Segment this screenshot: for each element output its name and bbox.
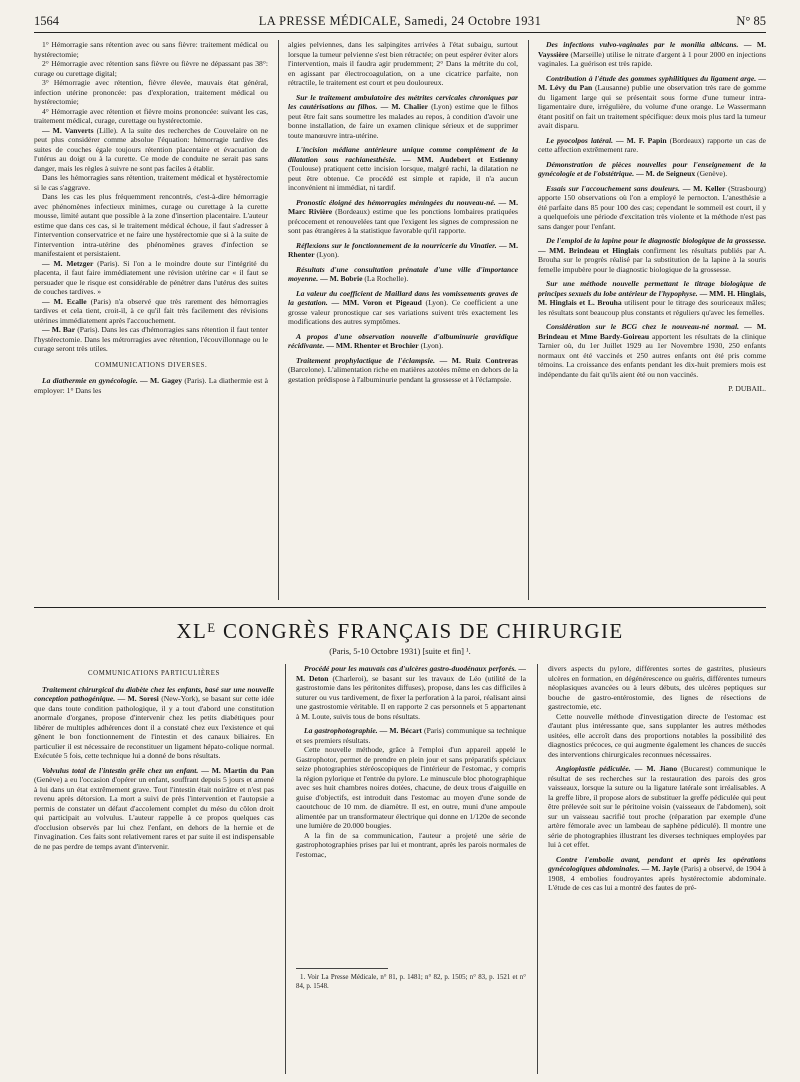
author: — M. Metzger	[42, 258, 94, 268]
column-5	[296, 664, 526, 1076]
paragraph: Sur une méthode nouvelle permettant le titrage biologique de principes sexuels du lobe antérieur de l'hypophyse. — MM. H. Hinglais, M. Hinglais et L. Brouha utilisent pour le titrage des souriceaux mâles; les résultats sont beaucoup plus constants et réguliers qu'avec les femelles.	[538, 279, 766, 317]
article-title: Des infections vulvo-vaginales par le monilia albicans.	[546, 40, 739, 49]
author: — M. Rhenter	[288, 240, 518, 259]
page-number: 1564	[34, 14, 59, 28]
paragraph: La valeur du coefficient de Maillard dans les vomissements graves de la gestation. — MM. Voron et Pigeaud (Lyon). Ce coefficient a une grosse valeur pronostique car ses variations suivent très exactement les modifications des autres symptômes.	[288, 288, 518, 326]
paragraph: Considération sur le BCG chez le nouveau-né normal. — M. Brindeau et Mme Bardy-Goireau apportent les résultats de la clinique Tarnier où, du 1er Juillet 1929 au 1er Novembre 1930, 250 enfants normaux ont été vaccinés et 250 autres enfants ont été pris comme témoins. La croissance des enfants pendant les dix-huit premiers mois est indépendante du fait qu'ils aient été ou non vaccinés.	[538, 322, 766, 379]
author: — M. Deton	[296, 664, 526, 683]
paragraph: Résultats d'une consultation prénatale d'une ville d'importance moyenne. — M. Bobrie (La Rochelle).	[288, 264, 518, 283]
article-title: Procédé pour les mauvais cas d'ulcères gastro-duodénaux perforés.	[304, 664, 517, 673]
paragraph: Démonstration de pièces nouvelles pour l'enseignement de la gynécologie et de l'obstétrique. — M. de Seigneux (Genève).	[538, 159, 766, 178]
paragraph: Cette nouvelle méthode, grâce à l'emploi d'un appareil appelé le Gastrophotor, permet de prendre en plein jour et sans préparatifs spéciaux seize photographies stéréoscopiques de l'intérieur de l'estomac, y compris la région pylorique et l'entrée du pylore. Le minuscule bloc photographique avec ses huit chambres noires dotées, chacune, de deux trous d'aiguille en guise d'objectifs, est introduit dans l'estomac au moyen d'une sonde de caoutchouc de 10 mm. de diamètre. Il est, en outre, muni d'une ampoule alimentée par un transformateur électrique qui donne en 1/120e de seconde une lumière de 20.000 bougies.	[296, 745, 526, 830]
article-title: Considération sur le BCG chez le nouveau-né normal.	[546, 322, 739, 331]
paragraph: Des infections vulvo-vaginales par le monilia albicans. — M. Vayssière (Marseille) utilise le nitrate d'argent à 1 pour 2000 en injections vaginales. La guérison est très rapide.	[538, 40, 766, 68]
paragraph: A propos d'une observation nouvelle d'albuminurie gravidique récidivante. — MM. Rhenter et Brochier (Lyon).	[288, 331, 518, 350]
article-title: Essais sur l'accouchement sans douleurs.	[546, 183, 680, 193]
column-divider	[537, 664, 538, 1074]
author: — M. de Seigneux	[634, 169, 696, 178]
author: — MM. Brindeau et Hinglais	[538, 245, 640, 255]
author: — M. Chalier	[377, 102, 428, 111]
author: — M. Vanverts	[42, 125, 94, 135]
paragraph: Essais sur l'accouchement sans douleurs. — M. Keller (Strasbourg) apporte 150 observations où l'on a employé le pernocton. L'anesthésie a été parfaite dans 85 pour 100 des cas; cependant le sommeil est court, il y a quelquefois une période d'excitation très violente et la méthode n'est pas sans danger pour l'enfant.	[538, 183, 766, 231]
section-rule	[34, 607, 766, 608]
paragraph: A la fin de sa communication, l'auteur a projeté une série de gastrophotographies prises par lui et montrant, après les parois normales de l'estomac,	[296, 830, 526, 859]
column-6	[548, 664, 766, 1076]
paragraph: Sur le traitement ambulatoire des métrites cervicales chroniques par les cautérisations au filhos. — M. Chalier (Lyon) estime que le filhos peut être fait sans soumettre les malades au repos, à condition d'avoir une bonne installation, de faire un examen clinique sérieux et de supprimer toute manœuvre intra-utérine.	[288, 92, 518, 140]
paragraph: La gastrophotographie. — M. Bécart (Paris) communique sa technique et ses premiers résultats.	[296, 726, 526, 745]
author: — M. Ecalle	[42, 296, 87, 306]
author: — M. Martin du Pan	[198, 765, 274, 775]
article-title: Pronostic éloigné des hémorragies méningées du nouveau-né.	[296, 197, 496, 207]
author: — M. Gagey	[137, 376, 183, 385]
congress-subtitle: (Paris, 5-10 Octobre 1931) [suite et fin] ¹.	[329, 646, 471, 656]
author: — M. Bécart	[377, 726, 422, 735]
article-title: Sur une méthode nouvelle permettant le titrage biologique de principes sexuels du lobe antérieur de l'hypophyse.	[538, 279, 766, 298]
column-3	[538, 40, 766, 605]
paragraph: 4° Hémorragie avec rétention et fièvre moins prononcée: suivant les cas, traitement médical, curage, curettage ou hystérectomie.	[34, 106, 268, 125]
paragraph: Volvulus total de l'intestin grêle chez un enfant. — M. Martin du Pan (Genève) a eu l'occasion d'opérer un enfant, souffrant depuis 5 jours et amené à lui dans un état extrêmement grave. Tout l'intestin était noirâtre et n'est pas revenu après détorsion. La mort a suivi de près l'intervention et l'autopsie a permis de constater un défaut d'accolement complet du méso du côlon droit qui participait au volvulus. L'auteur rappelle à ce propos quelques cas d'occlusion observés par lui chez l'enfant, en dehors de la hernie et de l'invagination. Ces faits sont relativement rares et par suite il est indispensable de ne pas perdre de temps avant d'intervenir.	[34, 765, 274, 851]
column-divider	[285, 664, 286, 1074]
author: — MM. Rhenter et Brochier	[324, 341, 419, 350]
paragraph: Dans les cas les plus fréquemment rencontrés, c'est-à-dire hémorragie avec phénomènes infectieux minimes, curage ou curettage à la curette mousse, limité autant que possible à la zone d'insertion placentaire. L'auteur estime que dans ces cas, si le traitement médical échoue, il faut s'adresser à l'intervention conservatrice et ne faire une hystérectomie que si à la suite de l'intervention intra-utérine des phénomènes graves d'infection se manifestaient et persistaient.	[34, 192, 268, 258]
column-2	[288, 40, 518, 605]
paragraph: 1° Hémorragie sans rétention avec ou sans fièvre: traitement médical ou hystérectomie;	[34, 40, 268, 59]
footnote-rule	[296, 968, 388, 969]
paragraph: Angioplastie pédiculée. — M. Jiano (Bucarest) communique le résultat de ses recherches sur la restauration des parois des gros vaisseaux, lorsque la suture ou la ligature latérale sont irréalisables. A la greffe libre, il propose alors de substituer la greffe pédiculée qui peut être prélevée soit sur le péritoine voisin (vaisseaux de l'abdomen), soit sur un vaisseau sacrifié tout proche (réparation par exemple d'une artère fémorale avec un lambeau de saphène pédiculé). Il montre une série de photographies illustrant les diverses techniques employées par lui à cet effet.	[548, 764, 766, 849]
paragraph: — M. Vanverts (Lille). A la suite des recherches de Couvelaire on ne peut plus considérer comme absolue l'équation: hémorragie tardive des suites de couches égale toujours rétention placentaire et évacuation de l'utérus au doigt ou à la curette. Ce mode de conduite ne serait pas sans danger, mais les règles à suivre ne sont pas faciles à établir.	[34, 125, 268, 173]
author: — M. Lévy du Pan	[538, 73, 766, 92]
paragraph: Pronostic éloigné des hémorragies méningées du nouveau-né. — M. Marc Rivière (Bordeaux) estime que les ponctions lombaires pratiquées précocement et renouvelées tant que l'exigent les signes de compression ne sont pas étrangères à la statistique favorable qu'il rapporte.	[288, 197, 518, 235]
paragraph: divers aspects du pylore, différentes sortes de gastrites, plusieurs ulcères en formation, en dégénérescence ou guéris, différentes tumeurs néoplasiques avancées ou à leurs débuts, des ulcères peptiques sur bouche de gastro-entérostomie, des lignes de résections de gastrectomie, etc.	[548, 664, 766, 711]
signature: P. DUBAIL.	[728, 384, 766, 393]
author: — M. Keller	[679, 183, 726, 193]
author: — M. F. Papin	[613, 135, 667, 145]
paragraph: Contre l'embolie avant, pendant et après les opérations gynécologiques abdominales. — M. Jayle (Paris) a observé, de 1904 à 1908, 4 embolies foudroyantes après hystérectomie abdominale. L'étude de ces cas lui a montré des fautes de pré-	[548, 854, 766, 892]
author: — M. Brindeau et Mme Bardy-Goireau	[538, 322, 766, 341]
paragraph: — M. Ecalle (Paris) n'a observé que très rarement des hémorragies tardives et cela tient, croit-il, à ce qu'il fait très facilement des révisions utérines immédiatement après l'accouchement.	[34, 296, 268, 325]
article-title: La gastrophotographie.	[304, 726, 378, 735]
author: — MM. H. Hinglais, M. Hinglais et L. Brouha	[538, 288, 766, 307]
paragraph: Dans les hémorragies sans rétention, traitement médical et hystérectomie si le cas s'aggrave.	[34, 173, 268, 192]
paragraph: Procédé pour les mauvais cas d'ulcères gastro-duodénaux perforés. — M. Deton (Charleroi), se basant sur les travaux de Léo (utilité de la gastrostomie dans les péritonites diffuses), propose, dans les cas difficiles à suturer ou vus tardivement, de fixer la perforation à la paroi, réalisant ainsi une gastrostomie véritable. Il en rapporte 2 cas personnels et 5 appartenant à M. Loute, suivis tous de bons résultats.	[296, 664, 526, 721]
paragraph: Réflexions sur le fonctionnement de la nourricerie du Vinatier. — M. Rhenter (Lyon).	[288, 240, 518, 259]
paragraph: algies pelviennes, dans les salpingites arrivées à l'état subaigu, surtout lorsque la tumeur pelvienne s'est bien rétractée; on peut espérer éviter alors l'intervention, mais il faudra agir prudemment; 2° Dans la métrite du col, en agissant par électrocoagulation, on a une cicatrice parfaite, non rétractile, le traitement est court et peu douloureux.	[288, 40, 518, 87]
article-title: Réflexions sur le fonctionnement de la nourricerie du Vinatier.	[296, 240, 497, 250]
author: — M. Bobrie	[318, 274, 363, 283]
author: — M. Vayssière	[538, 40, 766, 59]
author: — M. Ruiz Contreras	[435, 355, 518, 365]
paragraph: La diathermie en gynécologie. — M. Gagey (Paris). La diathermie est à employer: 1° Dans les	[34, 376, 268, 395]
article-title: Sur le traitement ambulatoire des métrites cervicales chroniques par les cautérisations au filhos.	[288, 92, 518, 111]
article-title: Volvulus total de l'intestin grêle chez un enfant.	[42, 765, 199, 775]
article-title: Résultats d'une consultation prénatale d'une ville d'importance moyenne.	[288, 264, 518, 283]
article-title: L'incision médiane antérieure unique comme complément de la dilatation sous rachianesthésie.	[288, 145, 518, 164]
article-title: A propos d'une observation nouvelle d'albuminurie gravidique récidivante.	[288, 331, 518, 350]
article-title: Traitement prophylactique de l'éclampsie.	[296, 355, 435, 365]
article-title: Démonstration de pièces nouvelles pour l'enseignement de la gynécologie et de l'obstétrique.	[538, 159, 766, 178]
author: — M. Bar	[42, 325, 76, 334]
article-title: Contribution à l'étude des gommes syphilitiques du ligament arge.	[546, 73, 757, 83]
header-rule	[34, 32, 766, 33]
article-title: La valeur du coefficient de Maillard dans les vomissements graves de la gestation.	[288, 288, 518, 307]
paragraph: Le pyocolpos latéral. — M. F. Papin (Bordeaux) rapporte un cas de cette affection extrêmement rare.	[538, 135, 766, 154]
author: — M. Soresi	[115, 694, 159, 703]
paragraph: Traitement prophylactique de l'éclampsie. — M. Ruiz Contreras (Barcelone). L'alimentation riche en matières azotées même en dehors de la gestation prédispose à l'albuminurie pendant la grossesse et à l'éclampsie.	[288, 355, 518, 384]
column-divider	[528, 40, 529, 600]
paragraph: Traitement chirurgical du diabète chez les enfants, basé sur une nouvelle conception pathogénique. — M. Soresi (New-York), se basant sur cette idée que dans toute condition pathologique, il y a tout d'abord une constitution anormale d'organes, propose d'intervenir chez les petits diabétiques pour libérer de multiples adhérences dont il a constaté chez eux l'existence et qui gênent le bon fonctionnement de l'intestin et des canaux biliaires. En particulier il est nécessaire de reconstituer un ligament hépato-colique normal. Exécutée 5 fois, cette technique lui a donné de bons résultats.	[34, 684, 274, 760]
article-title: De l'emploi de la lapine pour le diagnostic biologique de la grossesse.	[546, 236, 766, 245]
article-title: Contre l'embolie avant, pendant et après les opérations gynécologiques abdominales.	[548, 854, 766, 873]
column-4	[34, 664, 274, 1076]
paragraph: Cette nouvelle méthode d'investigation directe de l'estomac est d'autant plus intéressante que, sans supplanter les autres méthodes usitées, elle accroît dans des proportions notables la possibilité des diagnostics précoces, ce qui augmente également les chances de succès des interventions chirurgicales reconnues nécessaires.	[548, 711, 766, 759]
paragraph: — M. Bar (Paris). Dans les cas d'hémorragies sans rétention il faut tenter l'hystérectomie. Dans les métrorragies avec rétention, l'écouvillonnage ou le curage seront très utiles.	[34, 325, 268, 353]
author: — M. Marc Rivière	[288, 197, 518, 216]
author: — M. Jiano	[630, 764, 678, 773]
issue-number: N° 85	[736, 14, 766, 28]
running-header	[34, 10, 766, 32]
author: — MM. Voron et Pigeaud	[327, 298, 422, 307]
section-subheading: COMMUNICATIONS PARTICULIÈRES	[88, 670, 220, 677]
congress-title: XLᴱ CONGRÈS FRANÇAIS DE CHIRURGIE	[176, 619, 624, 643]
footnote	[296, 973, 526, 1013]
paragraph: L'incision médiane antérieure unique comme complément de la dilatation sous rachianesthésie. — MM. Audebert et Estienny (Toulouse) pratiquent cette incision lorsque, malgré rachi, la dilatation ne peut être obtenue. Ce procédé est simple et rapide, il n'a aucun inconvénient ni immédiat, ni tardif.	[288, 145, 518, 192]
section-subheading: COMMUNICATIONS DIVERSES.	[94, 361, 208, 369]
paragraph: 2° Hémorragie avec rétention sans fièvre ou fièvre ne dépassant pas 38°: curage ou curettage digital;	[34, 59, 268, 78]
author: — M. Jayle	[639, 864, 680, 873]
paragraph: De l'emploi de la lapine pour le diagnostic biologique de la grossesse. — MM. Brindeau et Hinglais confirment les résultats publiés par A. Brouha sur le progrès réalisé par la substitution de la lapine à la souris femelle impubère pour le diagnostic biologique de la grossesse.	[538, 236, 766, 274]
article-title: La diathermie en gynécologie.	[42, 376, 138, 385]
article-title: Le pyocolpos latéral.	[546, 135, 613, 145]
paragraph: 3° Hémorragie avec rétention, fièvre élevée, mauvais état général, infection utérine prononcée: pas d'exploration, traitement médical ou hystérectomie;	[34, 78, 268, 106]
paragraph: — M. Metzger (Paris). Si l'on a le moindre doute sur l'intégrité du placenta, il faut faire immédiatement une révision utérine car « il faut se persuader que le risque est considérable de pénétrer dans l'utérus des suites de couches tardives. »	[34, 258, 268, 296]
column-1	[34, 40, 268, 605]
footnote-text: 1. Voir La Presse Médicale, n° 81, p. 1481; n° 82, p. 1505; n° 83, p. 1521 et n° 84, p. 1548.	[296, 974, 526, 990]
paragraph: Contribution à l'étude des gommes syphilitiques du ligament arge. — M. Lévy du Pan (Lausanne) publie une observation très rare de gomme du ligament large qui se présentait sous forme d'une tumeur intra-ligamentaire dure, irrégulière, du volume d'une orange. Le Wassermann étant positif on fait un traitement spécifique: deux mois plus tard la tumeur avait disparu.	[538, 73, 766, 130]
author: — MM. Audebert et Estienny	[396, 154, 518, 164]
article-title: Traitement chirurgical du diabète chez les enfants, basé sur une nouvelle conception pathogénique.	[34, 684, 274, 703]
journal-title: LA PRESSE MÉDICALE, Samedi, 24 Octobre 1931	[258, 14, 542, 28]
column-divider	[278, 40, 279, 600]
article-title: Angioplastie pédiculée.	[556, 764, 631, 773]
